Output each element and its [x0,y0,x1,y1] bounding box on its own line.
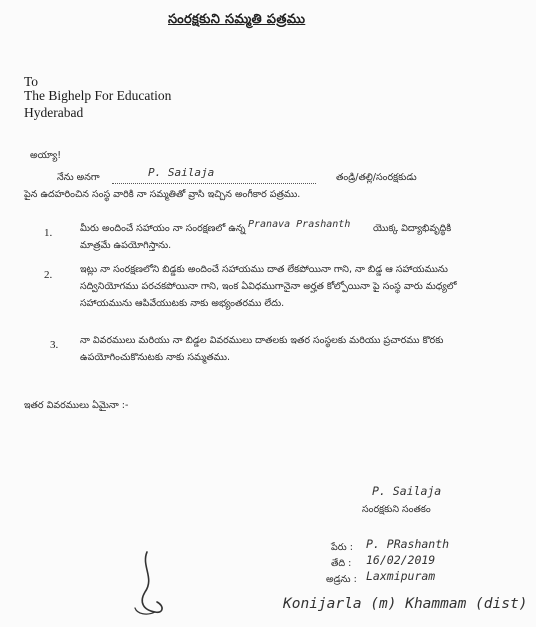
pen-scribble-mark [125,548,175,618]
item-2-line3: సహాయమును ఆపివేయుటకు నాకు అభ్యంతరము లేదు. [80,298,285,309]
intro-line2: పైన ఉదహరించిన సంస్థ వారికి నా సమ్మతితో వ్రాసి ఇచ్చిన అంగీకార పత్రము. [24,189,301,200]
other-details-label: ఇతర వివరములు ఏమైనా :- [24,400,129,411]
item-1-line2: మాత్రమే ఉపయోగిస్తాను. [80,240,172,251]
address-value: Laxmipuram [366,569,436,583]
footer-handwritten-address: Konijarla (m) Khammam (dist) [283,596,528,612]
date-label: తేది : [331,558,352,569]
address-label: అడ్రను : [326,574,357,585]
intro-suffix: తండ్రి/తల్లి/సంరక్షకుడు [336,172,417,183]
salutation: అయ్యా! [30,150,62,161]
item-2-line1: ఇట్లు నా సంరక్షణలోని బిడ్డకు అందించే సహాయము దాత లేకపోయినా గాని, నా బిడ్డ ఆ సహాయమును [80,264,448,275]
intro-prefix: నేను అనగా [57,172,100,183]
name-value: P. PRashanth [366,537,450,551]
child-name: Pranava Prashanth [248,219,351,230]
date-value: 16/02/2019 [366,553,436,567]
letter-title: సంరక్షకుని సమ్మతి పత్రము [168,12,306,27]
item-3-number: 3. [50,339,59,351]
item-2-line2: సద్వినియోగము పరచకపోయినా గాని, ఇంక ఏవిధముగానైనా అర్హత కోల్పోయినా పై సంస్థ వారు మధ్యలో [80,281,457,292]
signature-label: సంరక్షకుని సంతకం [362,504,431,515]
address-to: To [24,74,39,89]
address-city: Hyderabad [24,105,84,120]
item-1-line1-a: మీరు అందించే సహాయం నా సంరక్షణలో ఉన్న [80,223,246,234]
item-3-line1: నా వివరములు మరియు నా బిడ్డల వివరములు దాతలకు ఇతర సంస్థలకు మరియు ప్రచారము కొరకు [80,335,444,346]
item-2-number: 2. [44,269,53,281]
address-org: The Bighelp For Education [24,88,172,103]
guardian-signature: P. Sailaja [372,484,442,498]
item-1-number: 1. [44,227,53,239]
filled-guardian-name: P. Sailaja [148,166,215,179]
name-label: పేరు : [331,542,353,553]
item-1-line1-b: యొక్క విద్యాభివృద్ధికి [373,223,452,234]
name-fill-line [112,183,316,184]
item-3-line2: ఉపయోగించుకొనుటకు నాకు సమ్మతము. [80,352,231,363]
